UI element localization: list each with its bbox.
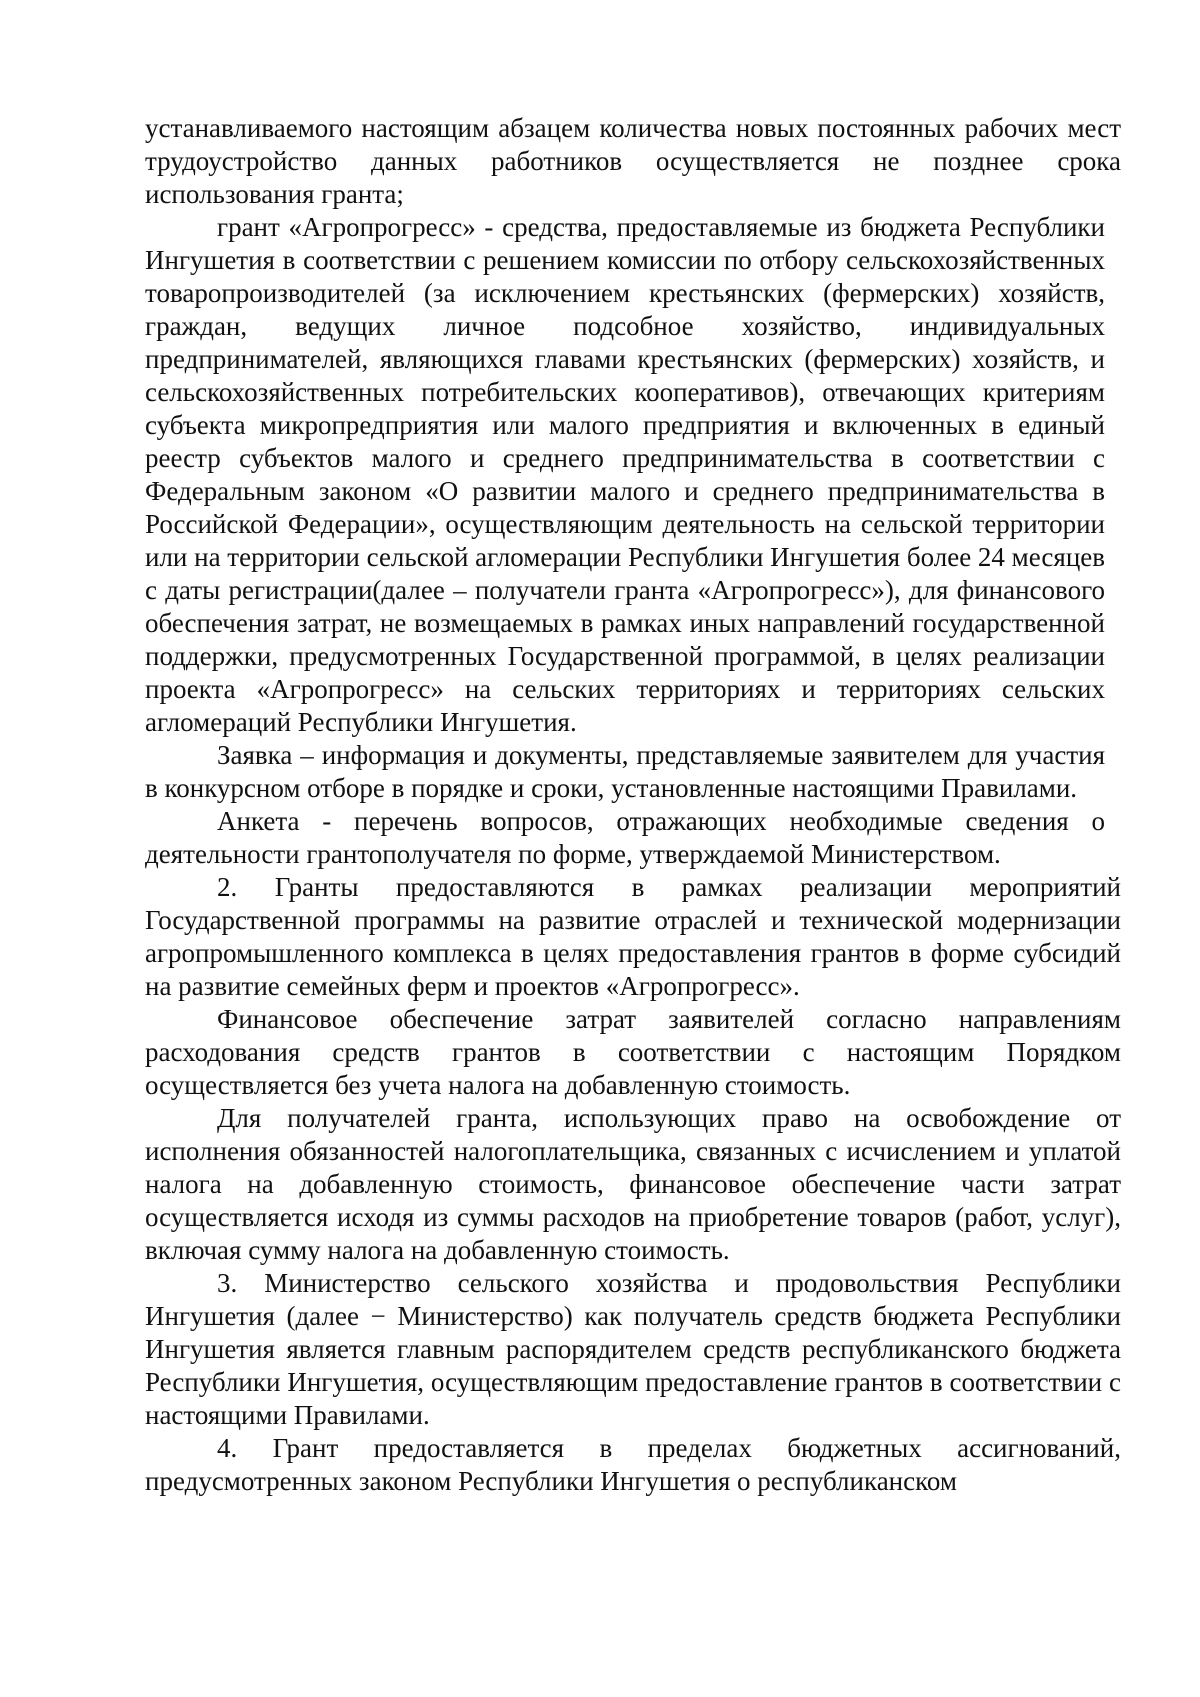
paragraph-questionnaire-definition: Анкета - перечень вопросов, отражающих необходимые сведения о деятельности грантополучателя по форме, утверждаемой Министерством. (145, 806, 1105, 869)
paragraph-continuation: устанавливаемого настоящим абзацем количества новых постоянных рабочих мест трудоустройство данных работников осуществляется не позднее срока использования гранта; (145, 113, 1121, 209)
document-page (145, 112, 1121, 1498)
paragraph-financing: Финансовое обеспечение затрат заявителей согласно направлениям расходования средств грантов в соответствии с настоящим Порядком осуществляется без учета налога на добавленную стоимость. (145, 1004, 1121, 1100)
paragraph-vat-exemption: Для получателей гранта, использующих право на освобождение от исполнения обязанностей налогоплательщика, связанных с исчислением и уплатой налога на добавленную стоимость, финансовое обеспечение части затрат осуществляется исходя из суммы расходов на приобретение товаров (работ, услуг), включая сумму налога на добавленную стоимость. (145, 1103, 1121, 1265)
paragraph-grant-definition: грант «Агропрогресс» - средства, предоставляемые из бюджета Республики Ингушетия в соответствии с решением комиссии по отбору сельскохозяйственных товаропроизводителей (за исключением крестьянских (фермерских) хозяйств, граждан, ведущих личное подсобное хозяйство, индивидуальных предпринимателей, являющихся главами крестьянских (фермерских) хозяйств, и сельскохозяйственных потребительских кооперативов), отвечающих критериям субъекта микропредприятия или малого предприятия и включенных в единый реестр субъектов малого и среднего предпринимательства в соответствии с Федеральным законом «О развитии малого и среднего предпринимательства в Российской Федерации», осуществляющим деятельность на сельской территории или на территории сельской агломерации Республики Ингушетия более 24 месяцев с даты регистрации(далее – получатели гранта «Агропрогресс»), для финансового обеспечения затрат, не возмещаемых в рамках иных направлений государственной поддержки, предусмотренных Государственной программой, в целях реализации проекта «Агропрогресс» на сельских территориях и территориях сельских агломераций Республики Ингушетия. (145, 212, 1106, 737)
paragraph-item-4: 4. Грант предоставляется в пределах бюджетных ассигнований, предусмотренных законом Республики Ингушетия о республиканском (145, 1433, 1121, 1496)
paragraph-item-3: 3. Министерство сельского хозяйства и продовольствия Республики Ингушетия (далее − Министерство) как получатель средств бюджета Республики Ингушетия является главным распорядителем средств республиканского бюджета Республики Ингушетия, осуществляющим предоставление грантов в соответствии с настоящими Правилами. (145, 1268, 1121, 1430)
paragraph-item-2: 2. Гранты предоставляются в рамках реализации мероприятий Государственной программы на развитие отраслей и технической модернизации агропромышленного комплекса в целях предоставления грантов в форме субсидий на развитие семейных ферм и проектов «Агропрогресс». (145, 872, 1121, 1001)
paragraph-application-definition: Заявка – информация и документы, представляемые заявителем для участия в конкурсном отборе в порядке и сроки, установленные настоящими Правилами. (145, 740, 1105, 803)
